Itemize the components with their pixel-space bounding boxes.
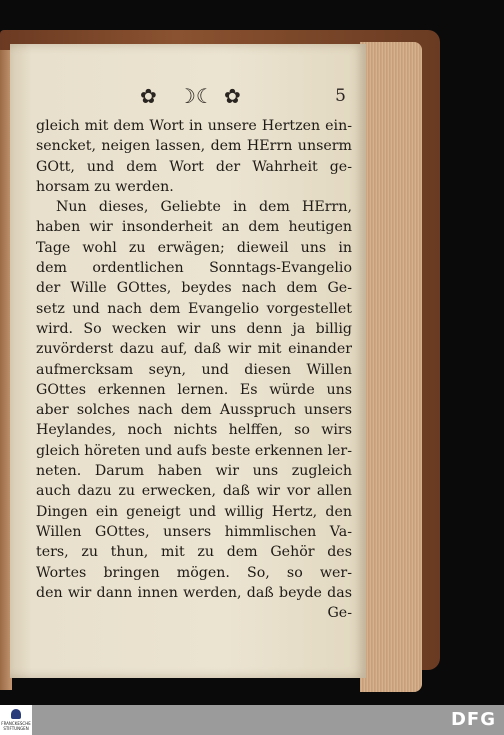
- page-number: 5: [335, 86, 346, 106]
- text-line: den wir dann innen werden, daß beyde das: [36, 584, 352, 601]
- text-line: neten. Darum haben wir uns zugleich: [36, 463, 352, 480]
- page-edges: [360, 42, 422, 692]
- book: [0, 30, 442, 676]
- catchword: Ge-: [327, 605, 352, 622]
- logo-mark-icon: [11, 709, 21, 719]
- text-line: Nun dieses, Geliebte in dem HErrn,: [56, 199, 352, 216]
- text-line: setz und nach dem Evangelio vorgestellet: [36, 300, 352, 317]
- institution-logo[interactable]: [0, 705, 32, 735]
- text-line: Tage wohl zu erwägen; dieweil uns in: [36, 239, 352, 256]
- text-line: wird. So wecken wir uns denn ja billig: [36, 320, 352, 337]
- text-line: haben wir insonderheit an dem heutigen: [36, 219, 352, 236]
- text-line: Dingen ein geneigt und willig Hertz, den: [36, 503, 352, 520]
- text-line: gleich höreten und aufs beste erkennen ler-: [36, 442, 352, 459]
- text-line: auch dazu zu erwecken, daß wir vor allen: [36, 483, 352, 500]
- text-line: der Wille GOttes, beydes nach dem Ge-: [36, 280, 352, 297]
- text-line: GOtt, und dem Wort der Wahrheit ge-: [36, 158, 352, 175]
- text-line: gleich mit dem Wort in unsere Hertzen ein-: [36, 118, 352, 134]
- ornament-center-icon: ☽☾: [178, 84, 214, 108]
- text-line: GOttes erkennen lernen. Es würde uns: [36, 381, 352, 398]
- dfg-logo[interactable]: DFG: [450, 709, 496, 730]
- text-line: Heylandes, noch nichts helffen, so wirs: [36, 422, 352, 439]
- text-line: zuvörderst dazu auf, daß wir mit einander: [36, 341, 352, 358]
- text-line: ters, zu thun, mit zu dem Gehör des: [36, 544, 352, 561]
- text-line: aufmercksam seyn, und diesen Willen: [36, 361, 352, 378]
- text-line: sencket, neigen lassen, dem HErrn unserm: [36, 138, 352, 155]
- book-page: [10, 44, 366, 678]
- text-line: Willen GOttes, unsers himmlischen Va-: [36, 523, 352, 540]
- text-line: aber solches nach dem Ausspruch unsers: [36, 402, 352, 419]
- page-header: [10, 84, 366, 114]
- ornament-left-icon: ✿: [140, 84, 157, 108]
- text-line: Wortes bringen mögen. So, so wer-: [36, 564, 352, 581]
- ornament-right-icon: ✿: [224, 84, 241, 108]
- text-line: horsam zu werden.: [36, 178, 174, 195]
- viewer-footer: [0, 705, 504, 735]
- logo-text: FRANCKESCHE STIFTUNGEN: [1, 721, 31, 731]
- text-line: dem ordentlichen Sonntags-Evangelio: [36, 260, 352, 277]
- page-text: [36, 116, 352, 623]
